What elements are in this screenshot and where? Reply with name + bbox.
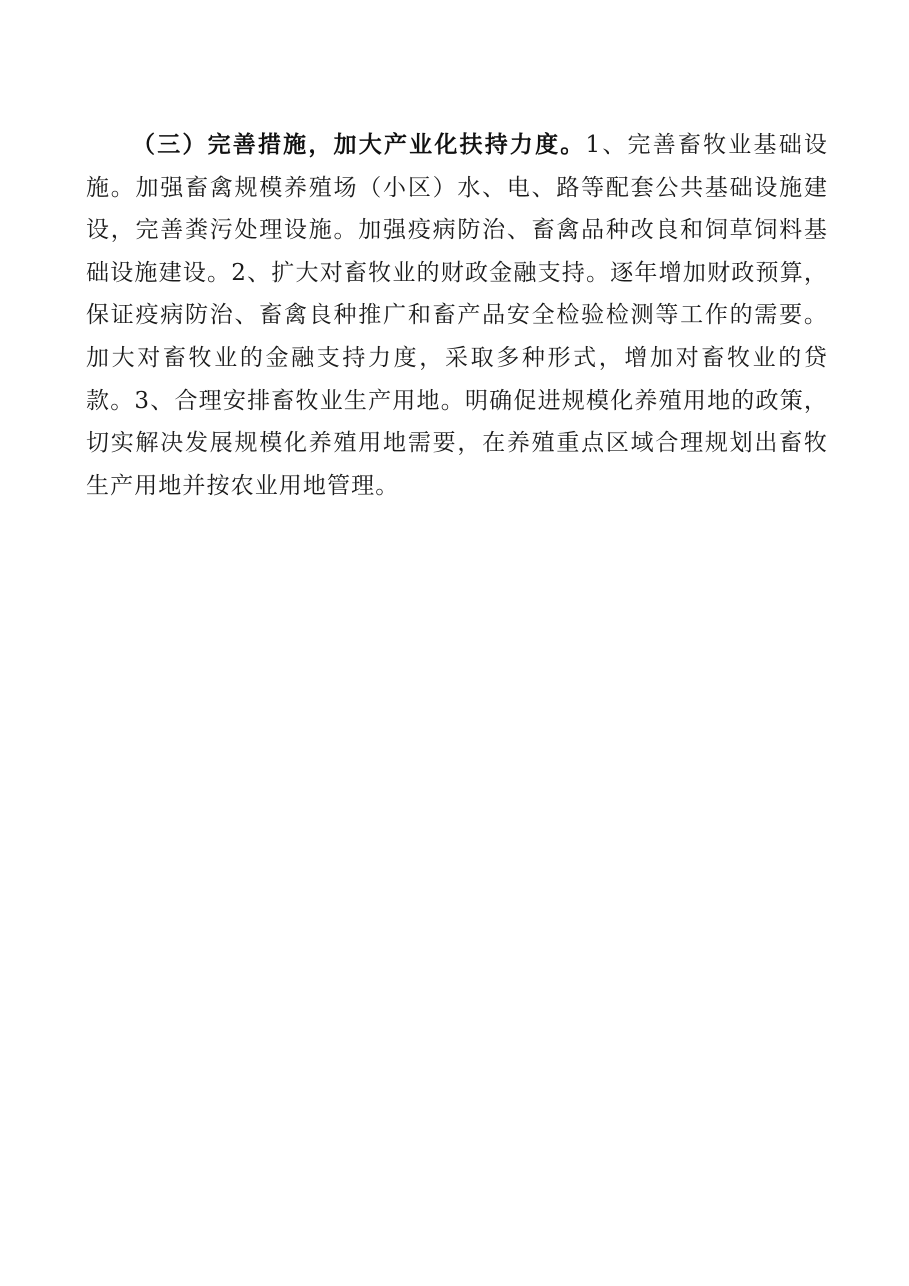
- section-paragraph: [86, 124, 828, 507]
- section-body: 1、完善畜牧业基础设施。加强畜禽规模养殖场（小区）水、电、路等配套公共基础设施建设，完善粪污处理设施。加强疫病防治、畜禽品种改良和饲草饲料基础设施建设。2、扩大对畜牧业的财政金融支持。逐年增加财政预算，保证疫病防治、畜禽良种推广和畜产品安全检验检测等工作的需要。加大对畜牧业的金融支持力度，采取多种形式，增加对畜牧业的贷款。3、合理安排畜牧业生产用地。明确促进规模化养殖用地的政策，切实解决发展规模化养殖用地需要，在养殖重点区域合理规划出畜牧生产用地并按农业用地管理。: [86, 132, 828, 499]
- section-heading: （三）完善措施，加大产业化扶持力度。: [132, 132, 586, 158]
